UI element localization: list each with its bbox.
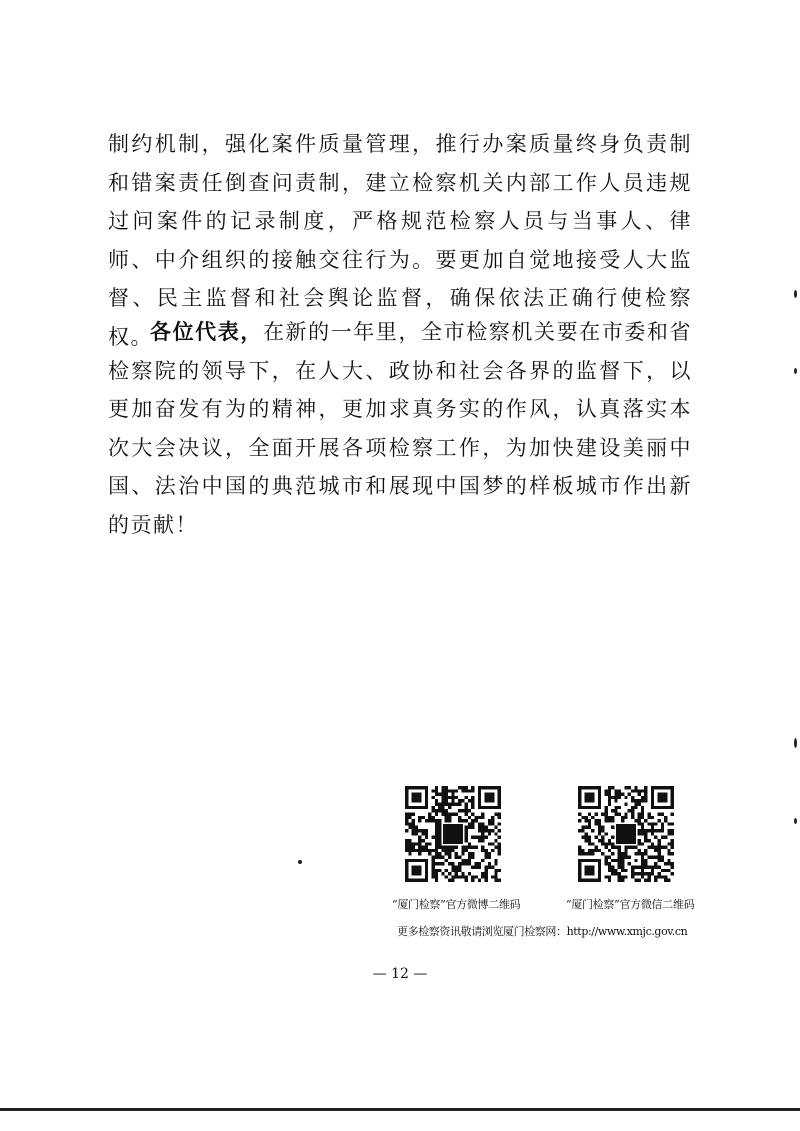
bottom-rule	[0, 1108, 800, 1111]
address-salutation: 各位代表，	[150, 320, 263, 344]
scan-speck	[794, 368, 797, 374]
scan-speck	[298, 860, 302, 864]
wechat-qr-code-icon	[578, 786, 674, 882]
scan-speck	[794, 290, 797, 298]
page-number: — 12 —	[372, 966, 428, 982]
body-paragraph-1: 制约机制，强化案件质量管理，推行办案质量终身负责制和错案责任倒查问责制，建立检察机关内部工作人员违规过问案件的记录制度，严格规范检察人员与当事人、律师、中介组织的接触交往行为。要更加自觉地接受人大监督、民主监督和社会舆论监督，确保依法正确行使检察权。	[108, 132, 692, 349]
body-paragraph-2	[108, 313, 692, 544]
weibo-qr-caption: “厦门检察”官方微博二维码	[392, 898, 521, 911]
weibo-qr-code-icon	[405, 786, 501, 882]
wechat-qr-caption: “厦门检察”官方微信二维码	[566, 898, 695, 911]
scan-speck	[794, 818, 797, 824]
body-paragraph-2-text: 在新的一年里，全市检察机关要在市委和省检察院的领导下，在人大、政协和社会各界的监督下，以更加奋发有为的精神，更加求真务实的作风，认真落实本次大会决议，全面开展各项检察工作，为加快建设美丽中国、法治中国的典范城市和展现中国梦的样板城市作出新的贡献！	[108, 320, 693, 537]
website-notice: 更多检察资讯敬请浏览厦门检察网：http://www.xmjc.gov.cn	[397, 925, 688, 938]
scan-speck	[794, 738, 797, 748]
